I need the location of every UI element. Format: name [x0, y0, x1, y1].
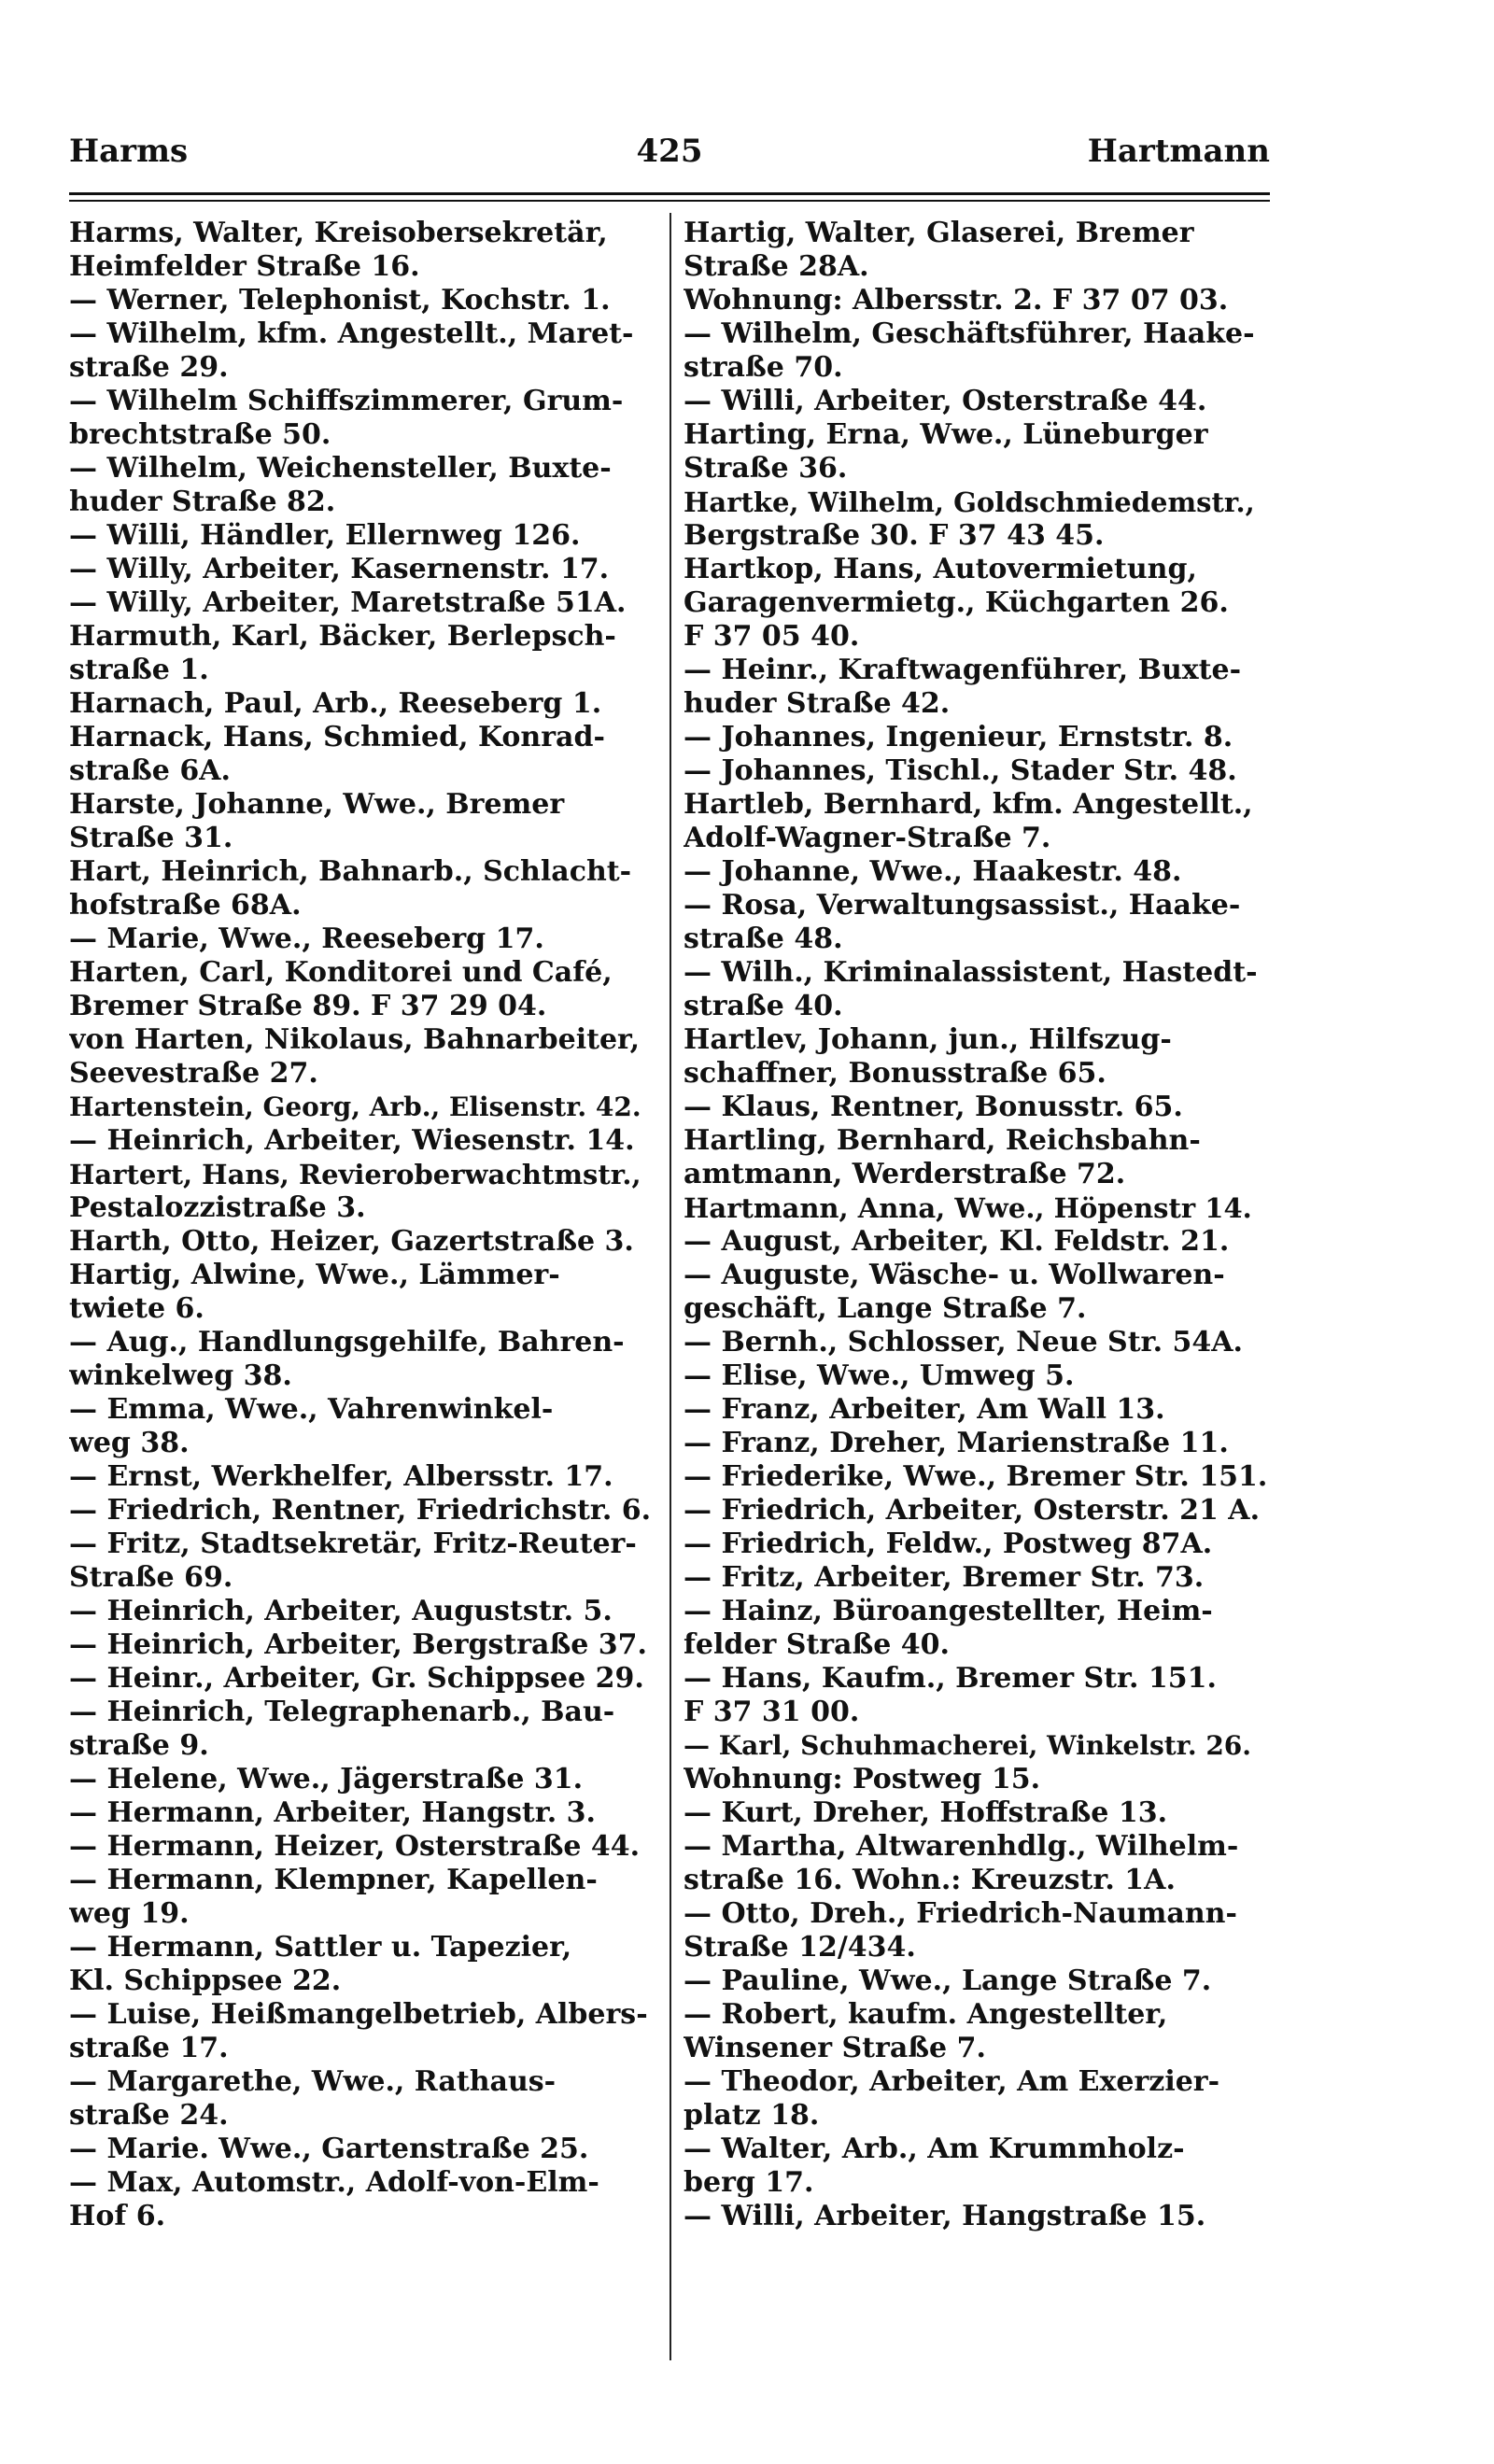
directory-line: — Aug., Handlungsgehilfe, Bahren- [69, 1326, 625, 1359]
directory-line: — Otto, Dreh., Friedrich-Naumann- [684, 1897, 1237, 1930]
directory-line: Pestalozzistraße 3. [69, 1191, 366, 1224]
directory-line: — Heinr., Kraftwagenführer, Buxte- [684, 654, 1242, 686]
directory-line: — Marie. Wwe., Gartenstraße 25. [69, 2133, 589, 2165]
directory-line: Hartert, Hans, Revieroberwachtmstr., [69, 1159, 641, 1190]
directory-line: — Hermann, Heizer, Osterstraße 44. [69, 1830, 641, 1863]
directory-line: Straße 69. [69, 1561, 233, 1594]
directory-line: — Heinr., Arbeiter, Gr. Schippsee 29. [69, 1662, 644, 1695]
right-entry-list [684, 217, 1270, 2233]
directory-line: straße 9. [69, 1729, 209, 1762]
directory-line: — Fritz, Arbeiter, Bremer Str. 73. [684, 1561, 1205, 1594]
directory-line: — Rosa, Verwaltungsassist., Haake- [684, 889, 1241, 922]
directory-line: — Friederike, Wwe., Bremer Str. 151. [684, 1460, 1268, 1493]
directory-line: — Hermann, Arbeiter, Hangstr. 3. [69, 1796, 596, 1829]
directory-line: Straße 36. [684, 452, 848, 485]
directory-line: geschäft, Lange Straße 7. [684, 1292, 1087, 1325]
directory-line: schaffner, Bonusstraße 65. [684, 1057, 1106, 1090]
directory-line: — Werner, Telephonist, Kochstr. 1. [69, 284, 611, 317]
directory-line: Hartkop, Hans, Autovermietung, [684, 553, 1197, 585]
directory-line: Garagenvermietg., Küchgarten 26. [684, 586, 1229, 619]
directory-line: von Harten, Nikolaus, Bahnarbeiter, [69, 1023, 641, 1056]
directory-line: — Helene, Wwe., Jägerstraße 31. [69, 1763, 584, 1795]
directory-line: hofstraße 68A. [69, 889, 302, 922]
directory-line: F 37 05 40. [684, 620, 860, 653]
directory-line: — Heinrich, Telegraphenarb., Bau- [69, 1696, 615, 1728]
directory-line: Winsener Straße 7. [684, 2032, 986, 2064]
directory-line: — Heinrich, Arbeiter, Auguststr. 5. [69, 1595, 613, 1627]
directory-line: twiete 6. [69, 1292, 204, 1325]
directory-line: — Hainz, Büroangestellter, Heim- [684, 1595, 1213, 1627]
header-right-keyword: Hartmann [1087, 133, 1270, 170]
directory-line: straße 29. [69, 351, 229, 384]
directory-line: winkelweg 38. [69, 1359, 292, 1392]
directory-line: huder Straße 42. [684, 687, 951, 720]
directory-line: Harms, Walter, Kreisobersekretär, [69, 217, 608, 249]
directory-line: — Johannes, Tischl., Stader Str. 48. [684, 754, 1237, 787]
directory-line: Hart, Heinrich, Bahnarb., Schlacht- [69, 855, 632, 888]
directory-line: Hartig, Alwine, Wwe., Lämmer- [69, 1259, 560, 1291]
directory-line: Hartenstein, Georg, Arb., Elisenstr. 42. [69, 1091, 641, 1122]
directory-line: platz 18. [684, 2099, 820, 2132]
directory-line: — Pauline, Wwe., Lange Straße 7. [684, 1964, 1212, 1997]
directory-line: — Friedrich, Feldw., Postweg 87A. [684, 1528, 1213, 1560]
directory-line: — Robert, kaufm. Angestellter, [684, 1998, 1168, 2031]
directory-line: — Wilhelm, Weichensteller, Buxte- [69, 452, 612, 485]
directory-line: Hartig, Walter, Glaserei, Bremer [684, 217, 1194, 249]
directory-line: Hartleb, Bernhard, kfm. Angestellt., [684, 788, 1253, 821]
left-column [69, 217, 655, 2233]
directory-line: straße 1. [69, 654, 209, 686]
directory-line: — Willi, Händler, Ellernweg 126. [69, 519, 581, 552]
directory-line: huder Straße 82. [69, 486, 336, 518]
directory-line: — Hermann, Sattler u. Tapezier, [69, 1931, 572, 1964]
directory-line: Bremer Straße 89. F 37 29 04. [69, 990, 547, 1022]
directory-line: berg 17. [684, 2166, 814, 2199]
directory-line: — Willi, Arbeiter, Osterstraße 44. [684, 385, 1207, 417]
directory-line: — August, Arbeiter, Kl. Feldstr. 21. [684, 1225, 1230, 1258]
directory-line: Bergstraße 30. F 37 43 45. [684, 519, 1105, 552]
directory-line: Straße 28A. [684, 250, 869, 283]
directory-line: straße 16. Wohn.: Kreuzstr. 1A. [684, 1864, 1176, 1896]
directory-line: — Ernst, Werkhelfer, Albersstr. 17. [69, 1460, 613, 1493]
header-rule-top [69, 192, 1270, 195]
directory-line: — Franz, Dreher, Marienstraße 11. [684, 1427, 1229, 1459]
directory-line: — Elise, Wwe., Umweg 5. [684, 1359, 1075, 1392]
left-entry-list [69, 217, 655, 2233]
directory-line: — Fritz, Stadtsekretär, Fritz-Reuter- [69, 1528, 637, 1560]
directory-line: Harnach, Paul, Arb., Reeseberg 1. [69, 687, 602, 720]
directory-line: — Hans, Kaufm., Bremer Str. 151. [684, 1662, 1217, 1695]
header-left-keyword: Harms [69, 133, 189, 170]
directory-line: straße 17. [69, 2032, 229, 2064]
directory-line: — Martha, Altwarenhdlg., Wilhelm- [684, 1830, 1239, 1863]
directory-line: — Willy, Arbeiter, Kasernenstr. 17. [69, 553, 610, 585]
directory-line: — Max, Automstr., Adolf-von-Elm- [69, 2166, 599, 2199]
directory-line: Hartling, Bernhard, Reichsbahn- [684, 1124, 1201, 1157]
directory-line: amtmann, Werderstraße 72. [684, 1158, 1126, 1190]
directory-line: straße 48. [684, 922, 843, 955]
directory-line: straße 70. [684, 351, 843, 384]
directory-line: Wohnung: Postweg 15. [684, 1763, 1041, 1795]
directory-line: — Bernh., Schlosser, Neue Str. 54A. [684, 1326, 1243, 1359]
directory-line: felder Straße 40. [684, 1628, 950, 1661]
directory-line: — Heinrich, Arbeiter, Wiesenstr. 14. [69, 1124, 635, 1157]
directory-line: Straße 12/434. [684, 1931, 916, 1964]
directory-line: straße 24. [69, 2099, 229, 2132]
directory-line: — Wilhelm Schiffszimmerer, Grum- [69, 385, 624, 417]
directory-line: — Willi, Arbeiter, Hangstraße 15. [684, 2200, 1206, 2232]
directory-line: Harten, Carl, Konditorei und Café, [69, 956, 613, 989]
directory-line: Hartke, Wilhelm, Goldschmiedemstr., [684, 486, 1255, 518]
directory-line: Harting, Erna, Wwe., Lüneburger [684, 418, 1208, 451]
directory-line: Hartlev, Johann, jun., Hilfszug- [684, 1023, 1172, 1056]
directory-line: — Marie, Wwe., Reeseberg 17. [69, 922, 544, 955]
directory-line: — Margarethe, Wwe., Rathaus- [69, 2065, 557, 2098]
directory-line: — Friedrich, Arbeiter, Osterstr. 21 A. [684, 1494, 1261, 1527]
directory-line: — Klaus, Rentner, Bonusstr. 65. [684, 1091, 1183, 1123]
directory-line: Harmuth, Karl, Bäcker, Berlepsch- [69, 620, 616, 653]
directory-line: — Emma, Wwe., Vahrenwinkel- [69, 1393, 554, 1426]
directory-line: Hartmann, Anna, Wwe., Höpenstr 14. [684, 1192, 1252, 1224]
directory-line: Straße 31. [69, 822, 233, 854]
directory-line: Kl. Schippsee 22. [69, 1964, 342, 1997]
directory-line: — Walter, Arb., Am Krummholz- [684, 2133, 1185, 2165]
directory-line: Heimfelder Straße 16. [69, 250, 420, 283]
directory-line: — Karl, Schuhmacherei, Winkelstr. 26. [684, 1730, 1252, 1761]
directory-line: — Hermann, Klempner, Kapellen- [69, 1864, 598, 1896]
directory-line: — Kurt, Dreher, Hoffstraße 13. [684, 1796, 1168, 1829]
directory-line: — Willy, Arbeiter, Maretstraße 51A. [69, 586, 627, 619]
page-header [69, 133, 1270, 185]
directory-line: — Johanne, Wwe., Haakestr. 48. [684, 855, 1182, 888]
directory-line: F 37 31 00. [684, 1696, 860, 1728]
directory-line: Harnack, Hans, Schmied, Konrad- [69, 721, 605, 753]
directory-line: Wohnung: Albersstr. 2. F 37 07 03. [684, 284, 1229, 317]
directory-line: — Wilh., Kriminalassistent, Hastedt- [684, 956, 1258, 989]
directory-line: — Johannes, Ingenieur, Ernststr. 8. [684, 721, 1233, 753]
directory-line: — Wilhelm, kfm. Angestellt., Maret- [69, 317, 634, 350]
column-divider [669, 213, 671, 2360]
directory-line: Harth, Otto, Heizer, Gazertstraße 3. [69, 1225, 634, 1258]
directory-line: — Wilhelm, Geschäftsführer, Haake- [684, 317, 1255, 350]
right-column [684, 217, 1270, 2233]
directory-line: straße 40. [684, 990, 843, 1022]
directory-line: weg 19. [69, 1897, 190, 1930]
directory-line: brechtstraße 50. [69, 418, 331, 451]
directory-line: Harste, Johanne, Wwe., Bremer [69, 788, 565, 821]
page-number: 425 [636, 133, 703, 170]
directory-line: Seevestraße 27. [69, 1057, 318, 1090]
directory-line: — Franz, Arbeiter, Am Wall 13. [684, 1393, 1165, 1426]
directory-line: — Luise, Heißmangelbetrieb, Albers- [69, 1998, 648, 2031]
directory-line: Adolf-Wagner-Straße 7. [684, 822, 1051, 854]
directory-line: Hof 6. [69, 2200, 166, 2232]
directory-line: — Heinrich, Arbeiter, Bergstraße 37. [69, 1628, 647, 1661]
header-rule-bottom [69, 200, 1270, 202]
directory-line: — Friedrich, Rentner, Friedrichstr. 6. [69, 1494, 652, 1527]
directory-line: straße 6A. [69, 754, 231, 787]
directory-line: — Theodor, Arbeiter, Am Exerzier- [684, 2065, 1220, 2098]
directory-line: weg 38. [69, 1427, 190, 1459]
directory-line: — Auguste, Wäsche- u. Wollwaren- [684, 1259, 1225, 1291]
